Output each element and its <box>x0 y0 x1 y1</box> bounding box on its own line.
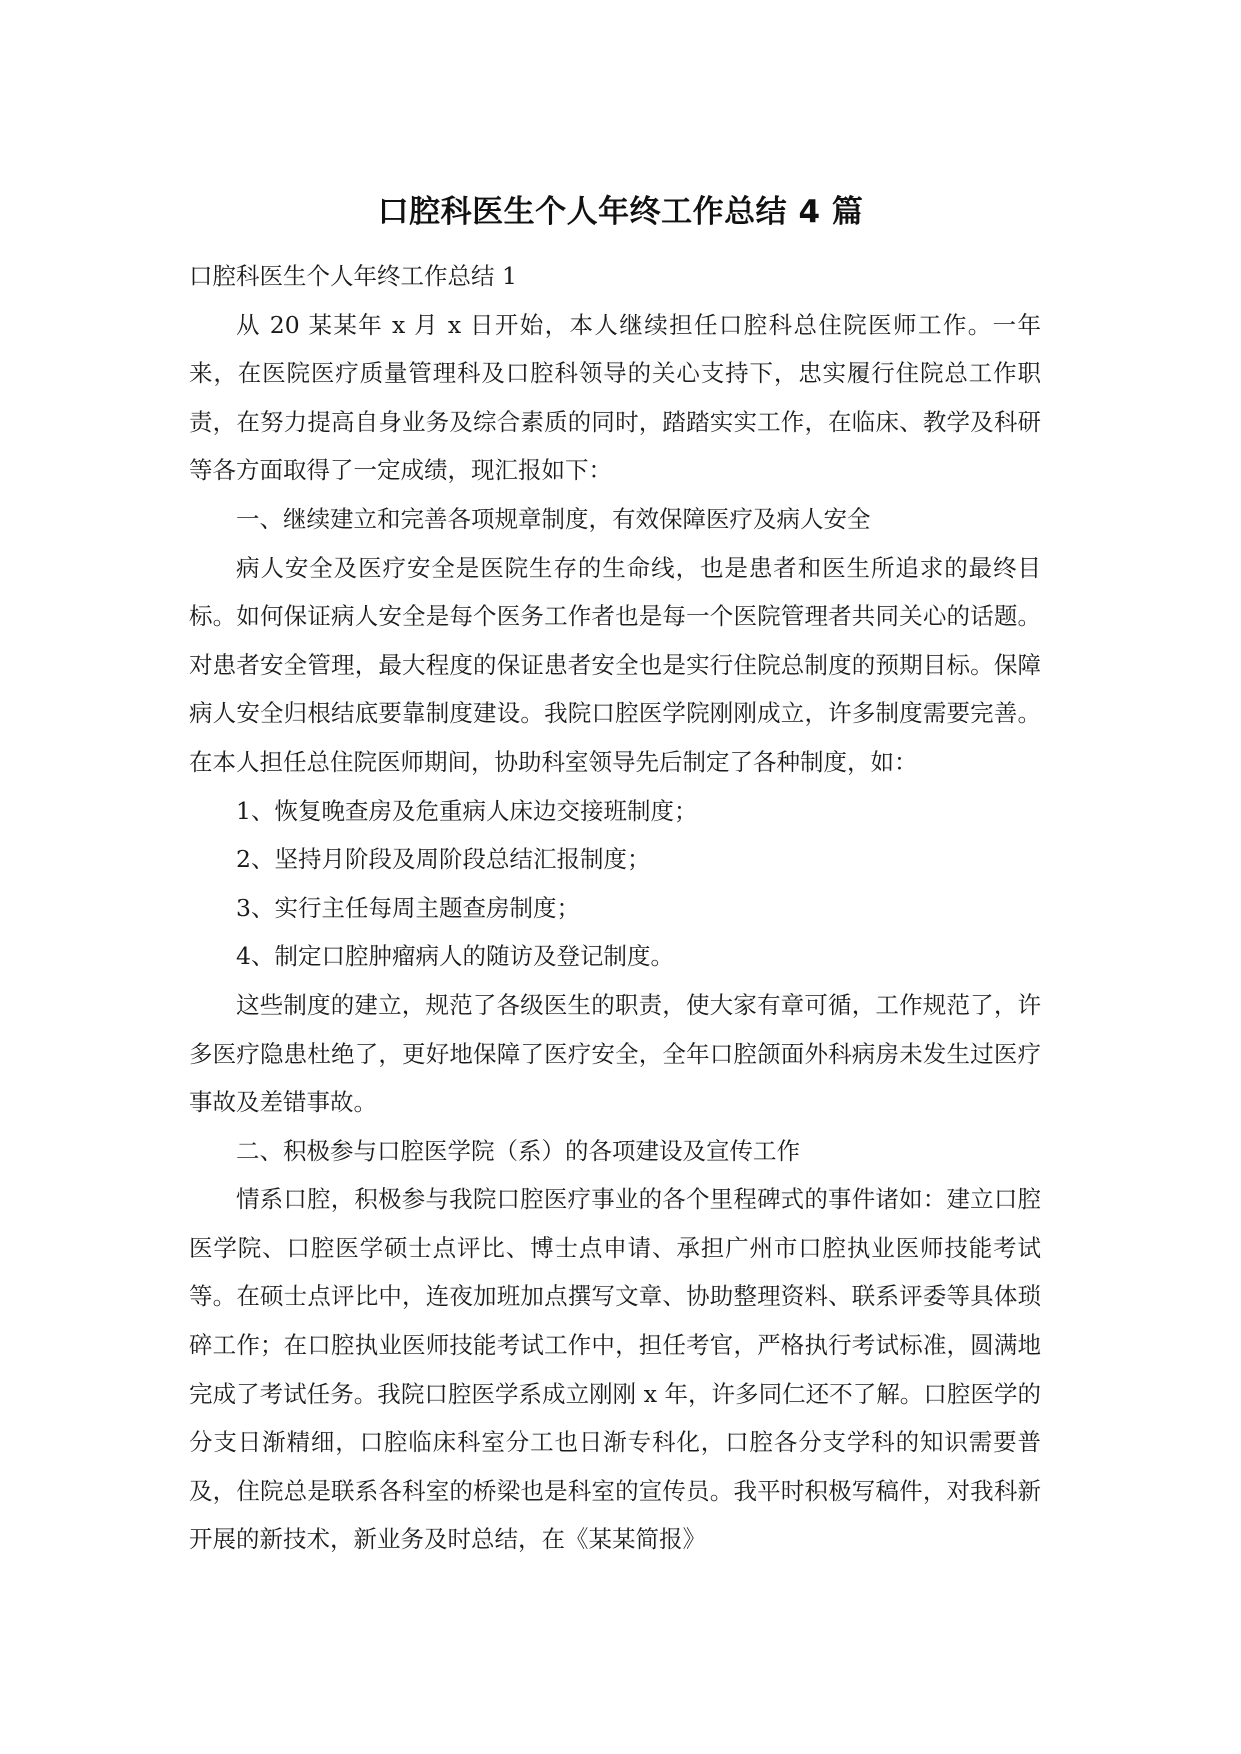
document-body <box>189 252 1041 1564</box>
section-subtitle: 口腔科医生个人年终工作总结 1 <box>189 262 517 290</box>
paragraph: 病人安全及医疗安全是医院生存的生命线，也是患者和医生所追求的最终目标。如何保证病人安全是每个医务工作者也是每一个医院管理者共同关心的话题。对患者安全管理，最大程度的保证患者安全也是实行住院总制度的预期目标。保障病人安全归根结底要靠制度建设。我院口腔医学院刚刚成立，许多制度需要完善。在本人担任总住院医师期间，协助科室领导先后制定了各种制度，如： <box>189 553 1041 776</box>
section-heading: 一、继续建立和完善各项规章制度，有效保障医疗及病人安全 <box>236 504 871 533</box>
paragraph: 情系口腔，积极参与我院口腔医疗事业的各个里程碑式的事件诸如：建立口腔医学院、口腔医学硕士点评比、博士点申请、承担广州市口腔执业医师技能考试等。在硕士点评比中，连夜加班加点撰写文章、协助整理资料、联系评委等具体琐碎工作；在口腔执业医师技能考试工作中，担任考官，严格执行考试标准，圆满地完成了考试任务。我院口腔医学系成立刚刚 x 年，许多同仁还不了解。口腔医学的分支日渐精细，口腔临床科室分工也日渐专科化，口腔各分支学科的知识需要普及，住院总是联系各科室的桥梁也是科室的宣传员。我平时积极写稿件，对我科新开展的新技术，新业务及时总结，在《某某简报》 <box>189 1185 1041 1554</box>
section-heading: 二、积极参与口腔医学院（系）的各项建设及宣传工作 <box>236 1136 800 1165</box>
list-item: 2、坚持月阶段及周阶段总结汇报制度； <box>236 845 651 874</box>
list-item: 3、实行主任每周主题查房制度； <box>236 893 580 922</box>
paragraph: 从 20 某某年 x 月 x 日开始，本人继续担任口腔科总住院医师工作。一年来，在医院医疗质量管理科及口腔科领导的关心支持下，忠实履行住院总工作职责，在努力提高自身业务及综合素质的同时，踏踏实实工作，在临床、教学及科研等各方面取得了一定成绩，现汇报如下： <box>189 310 1041 485</box>
document-title: 口腔科医生个人年终工作总结 4 篇 <box>377 194 864 230</box>
paragraph: 这些制度的建立，规范了各级医生的职责，使大家有章可循，工作规范了，许多医疗隐患杜绝了，更好地保障了医疗安全，全年口腔颌面外科病房未发生过医疗事故及差错事故。 <box>189 990 1041 1117</box>
list-item: 1、恢复晚查房及危重病人床边交接班制度； <box>236 796 698 825</box>
list-item: 4、制定口腔肿瘤病人的随访及登记制度。 <box>236 942 674 971</box>
